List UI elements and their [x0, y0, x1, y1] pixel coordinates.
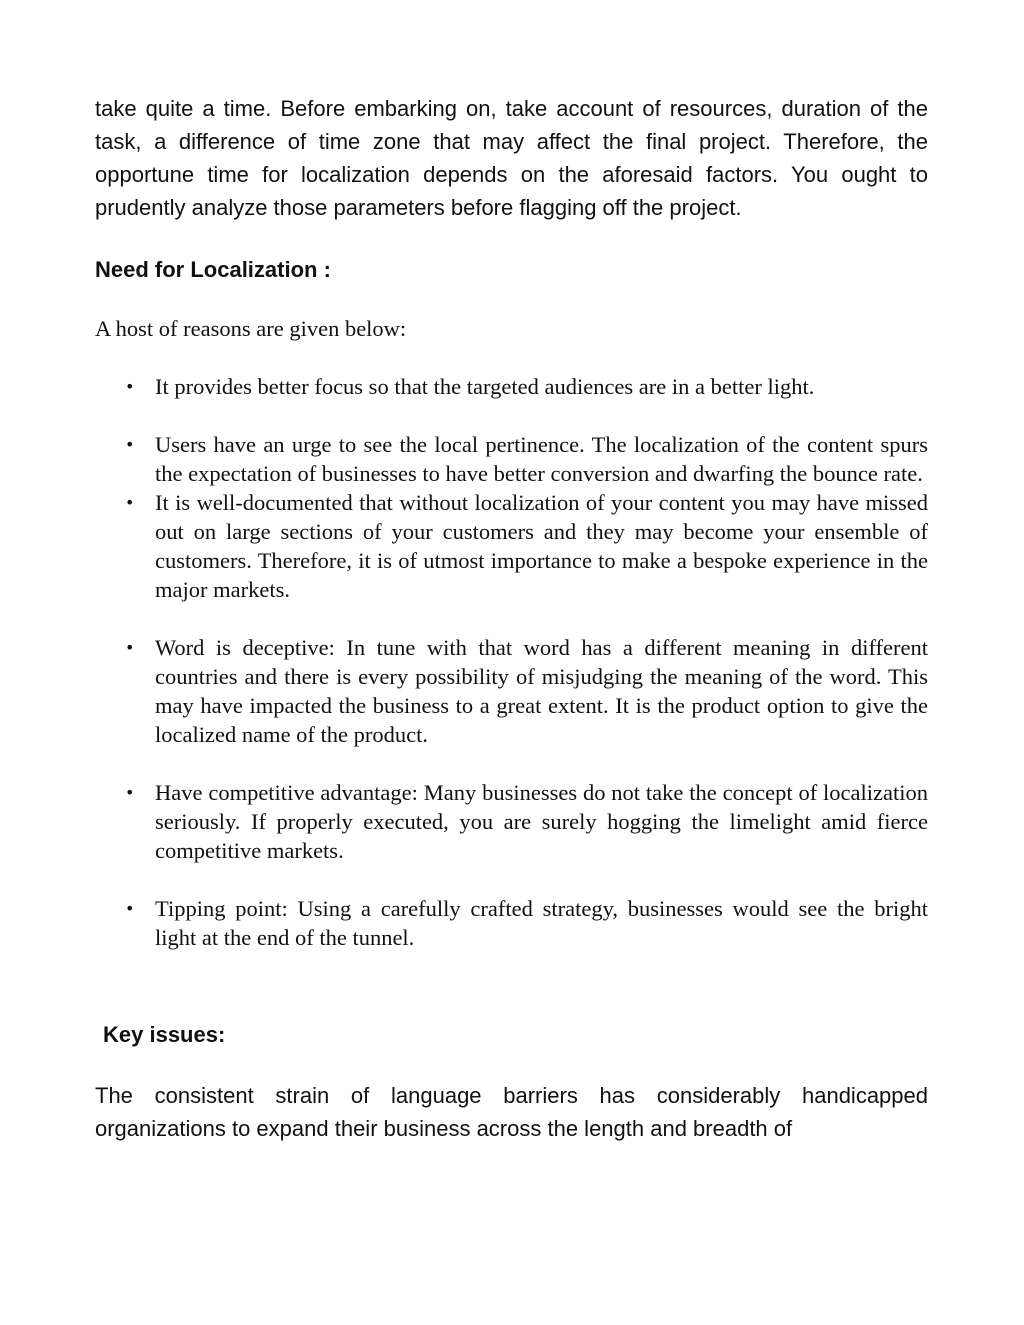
reasons-list — [95, 372, 928, 952]
bullet-icon: • — [125, 899, 135, 918]
section-heading-key-issues: Key issues: — [103, 1022, 226, 1047]
document-page — [95, 92, 928, 1145]
bullet-icon: • — [125, 638, 135, 657]
bullet-icon: • — [125, 493, 135, 512]
list-item-text: It is well-documented that without localization of your content you may have missed out on large sections of your customers and they may become your ensemble of customers. Therefore, it is of utmost importance to make a bespoke experience in the major markets. — [155, 490, 928, 602]
list-lead-text: A host of reasons are given below: — [95, 316, 407, 341]
list-item — [95, 430, 928, 488]
list-item-text: It provides better focus so that the targeted audiences are in a better light. — [155, 374, 815, 399]
list-item — [95, 778, 928, 865]
intro-paragraph: take quite a time. Before embarking on, take account of resources, duration of the task, a difference of time zone that may affect the final project. Therefore, the opportune time for localization depends on the aforesaid factors. You ought to prudently analyze those parameters before flagging off the project. — [95, 96, 928, 220]
section-heading-need-for-localization: Need for Localization : — [95, 257, 331, 282]
bullet-icon: • — [125, 435, 135, 454]
list-item — [95, 894, 928, 952]
list-item — [95, 488, 928, 604]
bullet-icon: • — [125, 377, 135, 396]
list-item-text: Tipping point: Using a carefully crafted strategy, businesses would see the bright light at the end of the tunnel. — [155, 896, 928, 950]
list-item — [95, 372, 928, 401]
list-item-text: Users have an urge to see the local pertinence. The localization of the content spurs the expectation of businesses to have better conversion and dwarfing the bounce rate. — [155, 432, 928, 486]
bullet-icon: • — [125, 783, 135, 802]
list-item — [95, 633, 928, 749]
list-item-text: Have competitive advantage: Many businesses do not take the concept of localization seriously. If properly executed, you are surely hogging the limelight amid fierce competitive markets. — [155, 780, 928, 863]
list-item-text: Word is deceptive: In tune with that word has a different meaning in different countries and there is every possibility of misjudging the meaning of the word. This may have impacted the business to a great extent. It is the product option to give the localized name of the product. — [155, 635, 928, 747]
closing-paragraph: The consistent strain of language barriers has considerably handicapped organizations to expand their business across the length and breadth of — [95, 1083, 928, 1141]
